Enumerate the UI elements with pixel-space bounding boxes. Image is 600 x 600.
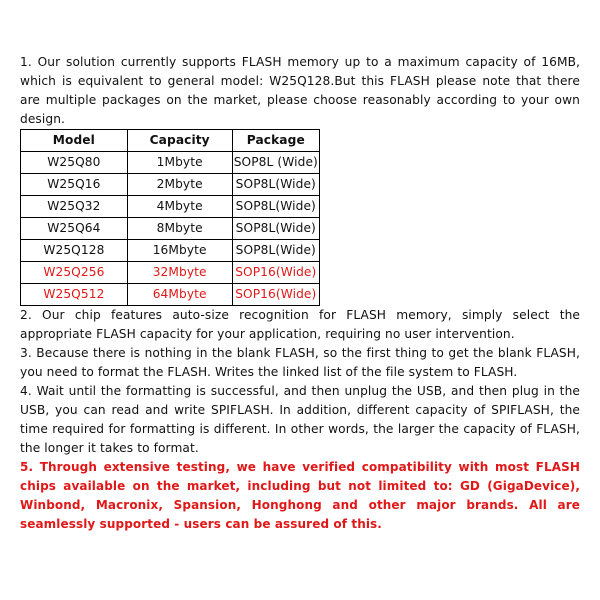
cell-package: SOP8L(Wide) [232,174,319,196]
paragraph-3: 3. Because there is nothing in the blank FLASH, so the first thing to get the blank FLASH, you need to format the FLASH. Writes the linked list of the file system to FLASH. [20,346,580,379]
cell-model: W25Q128 [21,240,128,262]
cell-capacity: 16Mbyte [127,240,232,262]
cell-capacity: 32Mbyte [127,262,232,284]
cell-capacity: 64Mbyte [127,284,232,306]
table-row-highlighted [21,284,320,306]
table-row [21,218,320,240]
table-row [21,152,320,174]
flash-spec-table [20,129,320,306]
cell-model: W25Q32 [21,196,128,218]
table-row [21,174,320,196]
cell-package: SOP16(Wide) [232,284,319,306]
table-row-highlighted [21,262,320,284]
cell-package: SOP8L(Wide) [232,196,319,218]
header-capacity: Capacity [127,130,232,152]
cell-capacity: 4Mbyte [127,196,232,218]
cell-package: SOP8L(Wide) [232,218,319,240]
cell-package: SOP8L (Wide) [232,152,319,174]
table-row [21,240,320,262]
cell-model: W25Q80 [21,152,128,174]
cell-capacity: 2Mbyte [127,174,232,196]
cell-package: SOP8L(Wide) [232,240,319,262]
document-body [20,53,580,534]
cell-capacity: 1Mbyte [127,152,232,174]
paragraph-4: 4. Wait until the formatting is successful, and then unplug the USB, and then plug in the USB, you can read and write SPIFLASH. In addition, different capacity of SPIFLASH, the time required for formatting is different. In other words, the larger the capacity of FLASH, the longer it takes to format. [20,384,580,455]
cell-model: W25Q256 [21,262,128,284]
paragraph-1: 1. Our solution currently supports FLASH memory up to a maximum capacity of 16MB, which is equivalent to general model: W25Q128.But this FLASH please note that there are multiple packages on the market, please choose reasonably according to your own design. [20,55,580,126]
table-row [21,196,320,218]
cell-package: SOP16(Wide) [232,262,319,284]
cell-model: W25Q16 [21,174,128,196]
cell-model: W25Q64 [21,218,128,240]
paragraph-5-compatibility-note: 5. Through extensive testing, we have verified compatibility with most FLASH chips available on the market, including but not limited to: GD (GigaDevice), Winbond, Macronix, Spansion, Honghong and other major brands. All are seamlessly supported - users can be assured of this. [20,460,580,531]
table-header-row [21,130,320,152]
cell-capacity: 8Mbyte [127,218,232,240]
cell-model: W25Q512 [21,284,128,306]
header-model: Model [21,130,128,152]
header-package: Package [232,130,319,152]
paragraph-2: 2. Our chip features auto-size recognition for FLASH memory, simply select the appropriate FLASH capacity for your application, requiring no user intervention. [20,308,580,341]
